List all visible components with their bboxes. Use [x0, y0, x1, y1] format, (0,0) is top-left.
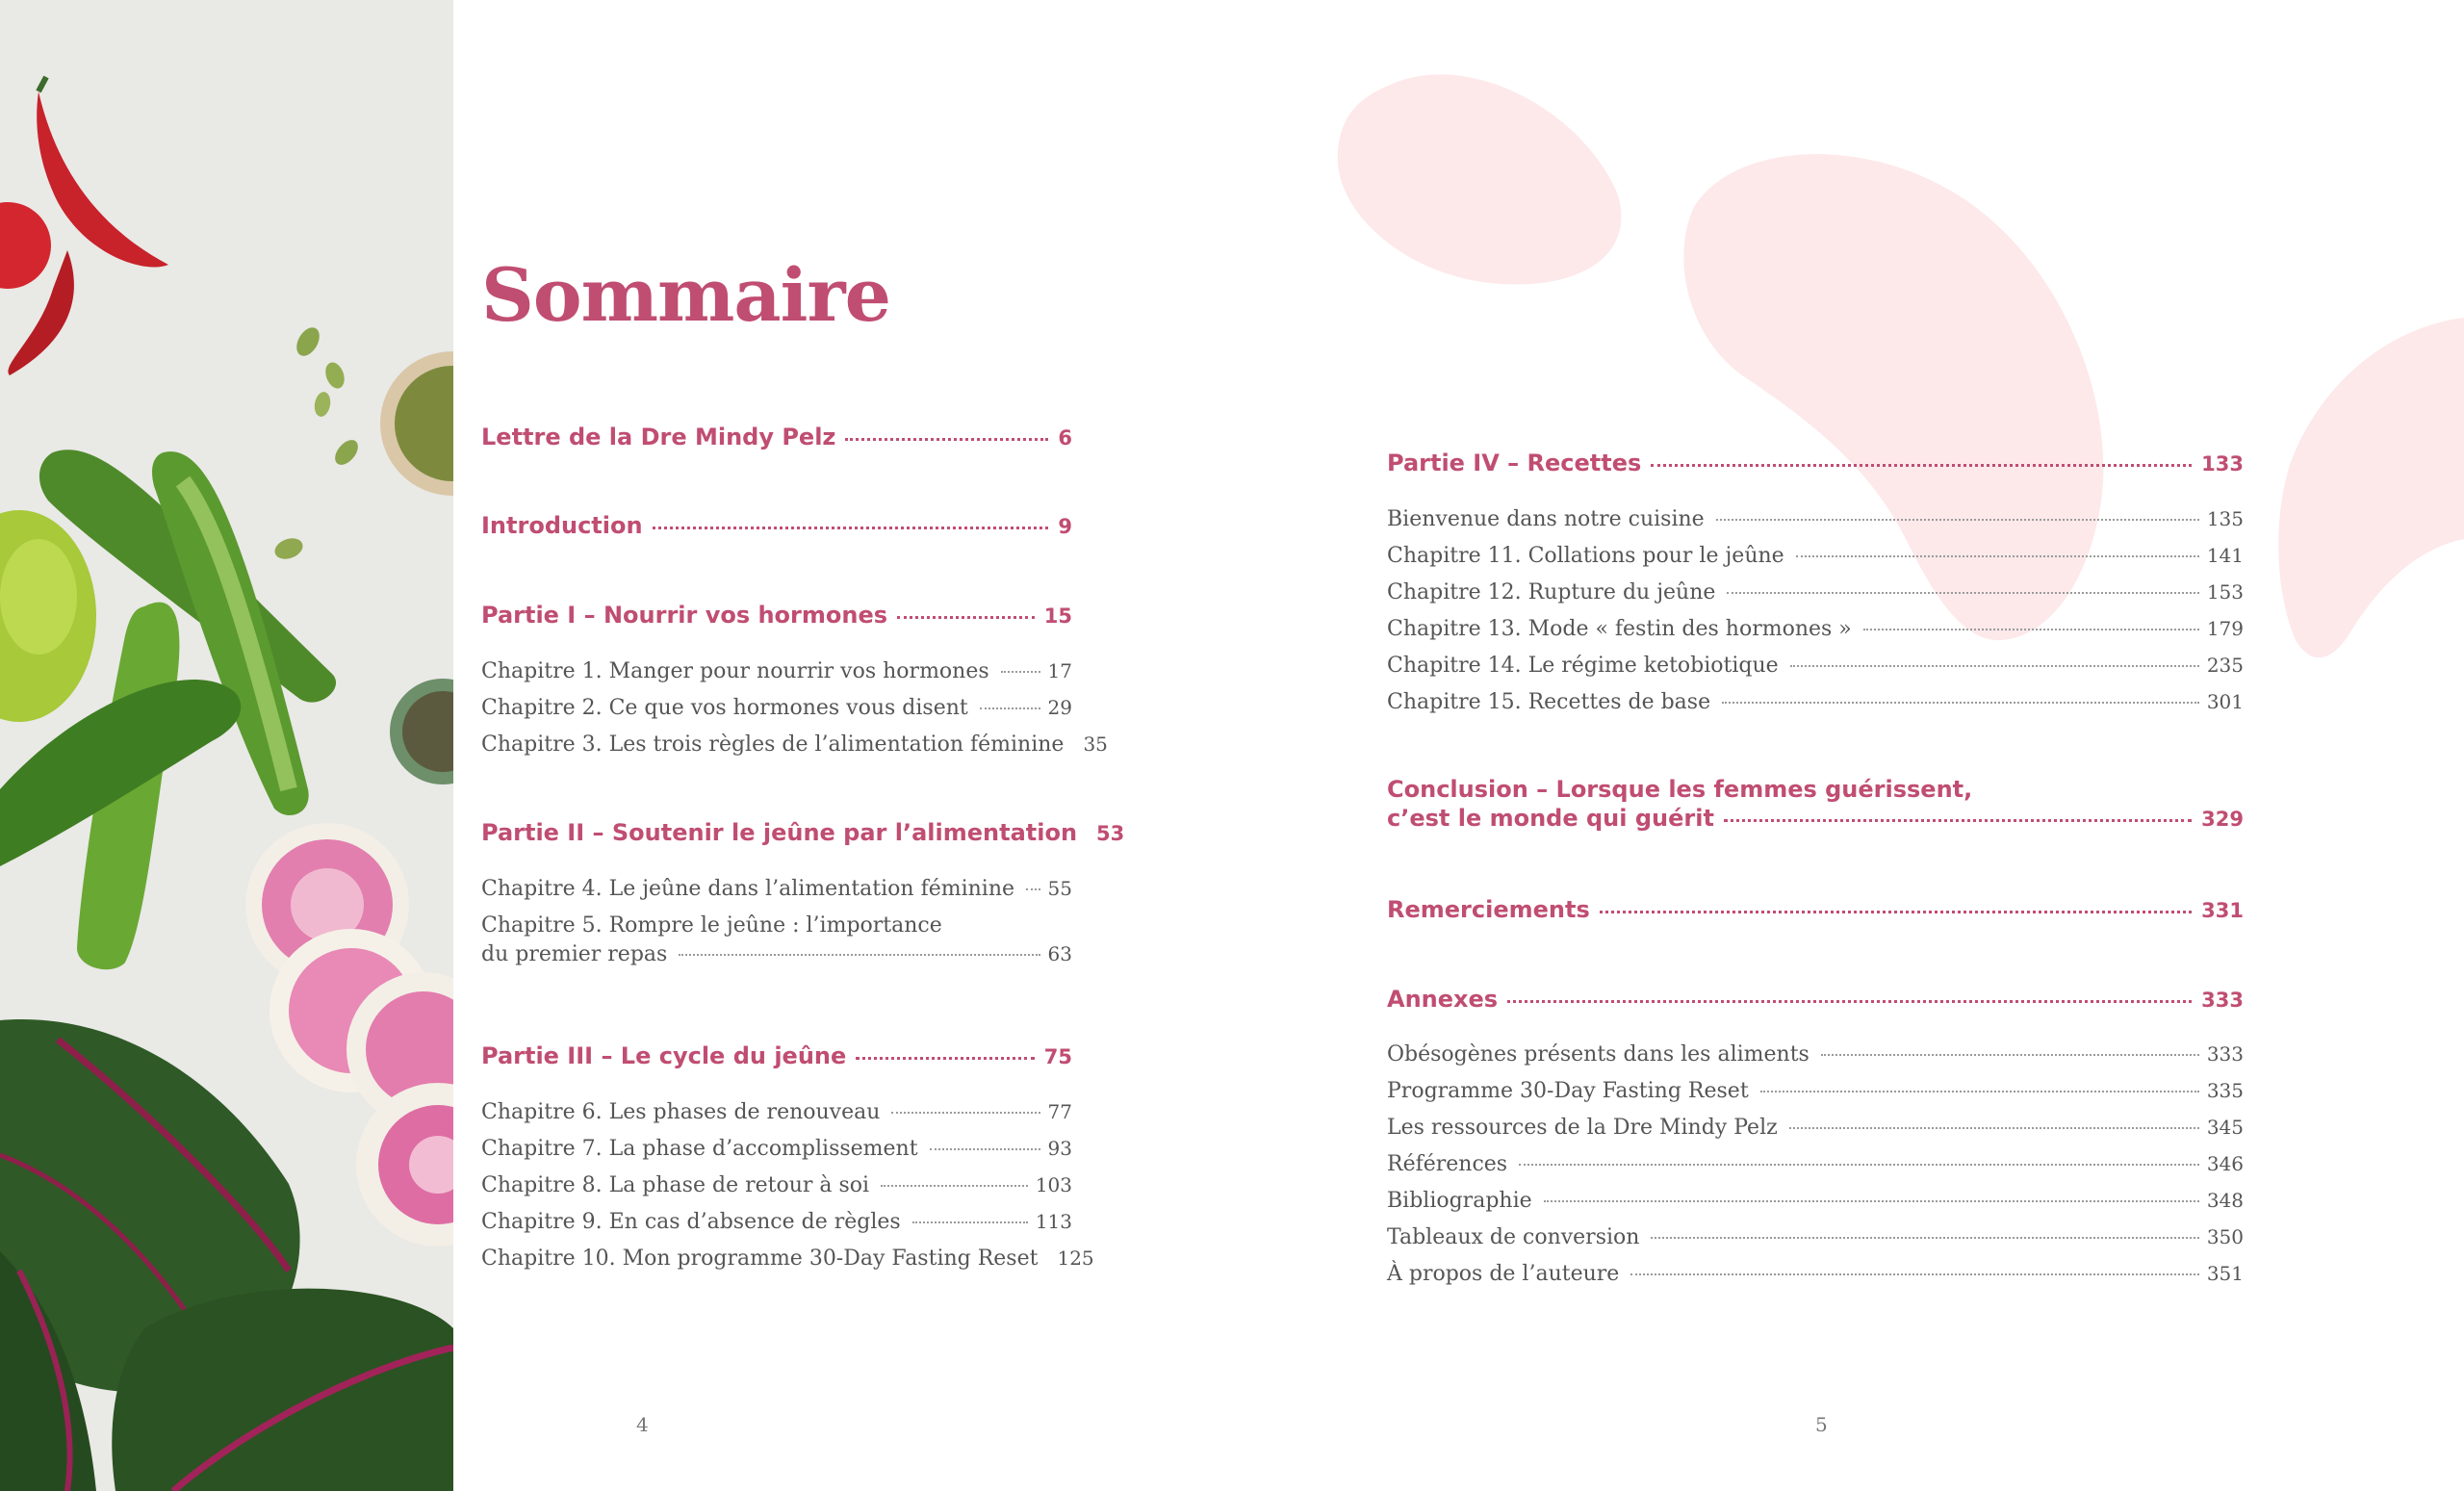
toc-part-entry[interactable]	[481, 512, 1072, 539]
toc-label: Introduction	[481, 512, 643, 539]
leader-dots	[930, 1147, 1040, 1150]
toc-page-number: 29	[1047, 696, 1072, 719]
leader-dots	[1863, 628, 2199, 630]
toc-page-number: 335	[2206, 1079, 2244, 1102]
toc-chapter-entry[interactable]	[1387, 1225, 2244, 1249]
leader-dots	[1001, 670, 1040, 673]
toc-label: Obésogènes présents dans les aliments	[1387, 1042, 1810, 1067]
toc-page-number: 17	[1047, 659, 1072, 682]
toc-chapter-entry[interactable]	[1387, 580, 2244, 604]
page-title: Sommaire	[481, 252, 890, 338]
toc-label: Conclusion – Lorsque les femmes guérissent,	[1387, 776, 1973, 803]
leader-dots	[1724, 818, 2192, 822]
leader-dots	[679, 953, 1040, 956]
leader-dots	[1519, 1163, 2199, 1166]
toc-label: Chapitre 10. Mon programme 30-Day Fasting Reset	[481, 1247, 1039, 1271]
leader-dots	[1790, 664, 2199, 667]
toc-page-number: 333	[2206, 1042, 2244, 1066]
leader-dots	[1722, 701, 2199, 704]
toc-page-number: 235	[2206, 654, 2244, 677]
toc-label: Remerciements	[1387, 896, 1590, 923]
toc-chapter-entry[interactable]	[481, 733, 1108, 757]
leader-dots	[1651, 463, 2192, 467]
toc-chapter-entry[interactable]	[481, 877, 1072, 901]
toc-chapter-entry[interactable]	[1387, 1079, 2244, 1103]
leader-dots	[891, 1111, 1040, 1114]
toc-label: Références	[1387, 1152, 1508, 1176]
toc-label: Chapitre 9. En cas d’absence de règles	[481, 1210, 901, 1234]
toc-chapter-entry[interactable]	[1387, 1262, 2244, 1286]
toc-page-number: 329	[2201, 808, 2244, 831]
toc-part-entry[interactable]	[1387, 776, 2244, 832]
toc-label: Partie III – Le cycle du jeûne	[481, 1042, 847, 1069]
toc-chapter-entry[interactable]	[481, 1100, 1072, 1124]
toc-page-number: 133	[2201, 452, 2244, 476]
toc-page-number: 63	[1047, 942, 1072, 965]
toc-part-entry[interactable]	[1387, 986, 2244, 1013]
toc-label: Chapitre 7. La phase d’accomplissement	[481, 1137, 918, 1161]
leader-dots	[1760, 1090, 2199, 1093]
toc-label-continued: c’est le monde qui guérit	[1387, 805, 1714, 832]
leader-dots	[1507, 999, 2192, 1003]
leader-dots	[912, 1221, 1028, 1223]
leader-dots	[1821, 1053, 2199, 1056]
toc-page-number: 331	[2201, 899, 2244, 922]
toc-label: Partie II – Soutenir le jeûne par l’alimentation	[481, 819, 1078, 846]
toc-label: Les ressources de la Dre Mindy Pelz	[1387, 1116, 1778, 1140]
leader-dots	[1727, 591, 2198, 594]
toc-label: Chapitre 11. Collations pour le jeûne	[1387, 544, 1784, 568]
leader-dots	[897, 615, 1035, 619]
leader-dots	[1796, 554, 2199, 557]
toc-label: Chapitre 1. Manger pour nourrir vos hormones	[481, 659, 989, 683]
toc-page-number: 153	[2206, 580, 2244, 604]
toc-chapter-entry[interactable]	[1387, 654, 2244, 678]
toc-label: Bibliographie	[1387, 1189, 1532, 1213]
toc-page-number: 103	[1035, 1173, 1072, 1196]
toc-label: Chapitre 12. Rupture du jeûne	[1387, 580, 1716, 604]
toc-label: Programme 30-Day Fasting Reset	[1387, 1079, 1749, 1103]
leader-dots	[1600, 910, 2192, 913]
toc-page-number: 333	[2201, 989, 2244, 1012]
toc-chapter-entry[interactable]	[481, 913, 1072, 966]
toc-chapter-entry[interactable]	[1387, 690, 2244, 714]
toc-page-number: 93	[1047, 1137, 1072, 1160]
toc-part-entry[interactable]	[481, 819, 1125, 846]
toc-label: Chapitre 15. Recettes de base	[1387, 690, 1711, 714]
toc-chapter-entry[interactable]	[1387, 1116, 2244, 1140]
toc-page-number: 346	[2206, 1152, 2244, 1175]
toc-label: Chapitre 3. Les trois règles de l’alimentation féminine	[481, 733, 1065, 757]
toc-chapter-entry[interactable]	[1387, 507, 2244, 531]
toc-part-entry[interactable]	[1387, 450, 2244, 476]
toc-page-number: 6	[1058, 426, 1072, 450]
toc-chapter-entry[interactable]	[481, 1137, 1072, 1161]
toc-page-number: 141	[2206, 544, 2244, 567]
leader-dots	[980, 707, 1040, 709]
leader-dots	[856, 1056, 1035, 1060]
toc-page-number: 125	[1057, 1247, 1094, 1270]
toc-page-number: 55	[1047, 877, 1072, 900]
toc-chapter-entry[interactable]	[1387, 617, 2244, 641]
folio-left: 4	[636, 1413, 649, 1436]
toc-label: Chapitre 4. Le jeûne dans l’alimentation féminine	[481, 877, 1015, 901]
toc-chapter-entry[interactable]	[1387, 544, 2244, 568]
toc-page-number: 35	[1083, 733, 1108, 756]
leader-dots	[881, 1184, 1028, 1187]
toc-label: Chapitre 13. Mode « festin des hormones »	[1387, 617, 1852, 641]
toc-label: Chapitre 5. Rompre le jeûne : l’importance	[481, 913, 942, 938]
toc-label: À propos de l’auteure	[1387, 1262, 1620, 1286]
toc-page-number: 351	[2206, 1262, 2244, 1285]
toc-page-number: 53	[1096, 822, 1125, 845]
toc-chapter-entry[interactable]	[1387, 1042, 2244, 1067]
toc-label: Partie IV – Recettes	[1387, 450, 1642, 476]
toc-chapter-entry[interactable]	[481, 1247, 1094, 1271]
toc-chapter-entry[interactable]	[481, 696, 1072, 720]
leader-dots	[1789, 1126, 2199, 1129]
toc-label: Chapitre 6. Les phases de renouveau	[481, 1100, 881, 1124]
leader-dots	[1544, 1199, 2199, 1202]
toc-page-number: 77	[1047, 1100, 1072, 1123]
toc-part-entry[interactable]	[481, 602, 1072, 629]
toc-page-number: 9	[1058, 515, 1072, 538]
toc-page-number: 348	[2206, 1189, 2244, 1212]
toc-chapter-entry[interactable]	[481, 1210, 1072, 1234]
toc-page-number: 345	[2206, 1116, 2244, 1139]
toc-label: Bienvenue dans notre cuisine	[1387, 507, 1705, 531]
leader-dots	[653, 526, 1049, 529]
toc-page-number: 301	[2206, 690, 2244, 713]
toc-label: Annexes	[1387, 986, 1499, 1013]
toc-part-entry[interactable]	[481, 1042, 1072, 1069]
toc-label: Partie I – Nourrir vos hormones	[481, 602, 888, 629]
toc-label: Lettre de la Dre Mindy Pelz	[481, 424, 836, 450]
toc-page-number: 15	[1043, 604, 1072, 628]
toc-page-number: 135	[2206, 507, 2244, 530]
toc-page-number: 179	[2206, 617, 2244, 640]
leader-dots	[1716, 518, 2199, 521]
toc-part-entry[interactable]	[1387, 896, 2244, 923]
toc-chapter-entry[interactable]	[1387, 1152, 2244, 1176]
toc-part-entry[interactable]	[481, 424, 1072, 450]
leader-dots	[1651, 1236, 2198, 1239]
leader-dots	[1630, 1272, 2199, 1275]
toc-page-number: 350	[2206, 1225, 2244, 1248]
leader-dots	[845, 437, 1048, 441]
folio-right: 5	[1815, 1413, 1828, 1436]
toc-label: Chapitre 2. Ce que vos hormones vous disent	[481, 696, 968, 720]
toc-page-number: 113	[1035, 1210, 1072, 1233]
toc-label-continued: du premier repas	[481, 942, 668, 966]
toc-chapter-entry[interactable]	[481, 1173, 1072, 1197]
toc-page-number: 75	[1043, 1045, 1072, 1068]
toc-chapter-entry[interactable]	[481, 659, 1072, 683]
toc-label: Chapitre 8. La phase de retour à soi	[481, 1173, 870, 1197]
toc-label: Chapitre 14. Le régime ketobiotique	[1387, 654, 1779, 678]
toc-chapter-entry[interactable]	[1387, 1189, 2244, 1213]
leader-dots	[1026, 887, 1040, 890]
toc-label: Tableaux de conversion	[1387, 1225, 1640, 1249]
